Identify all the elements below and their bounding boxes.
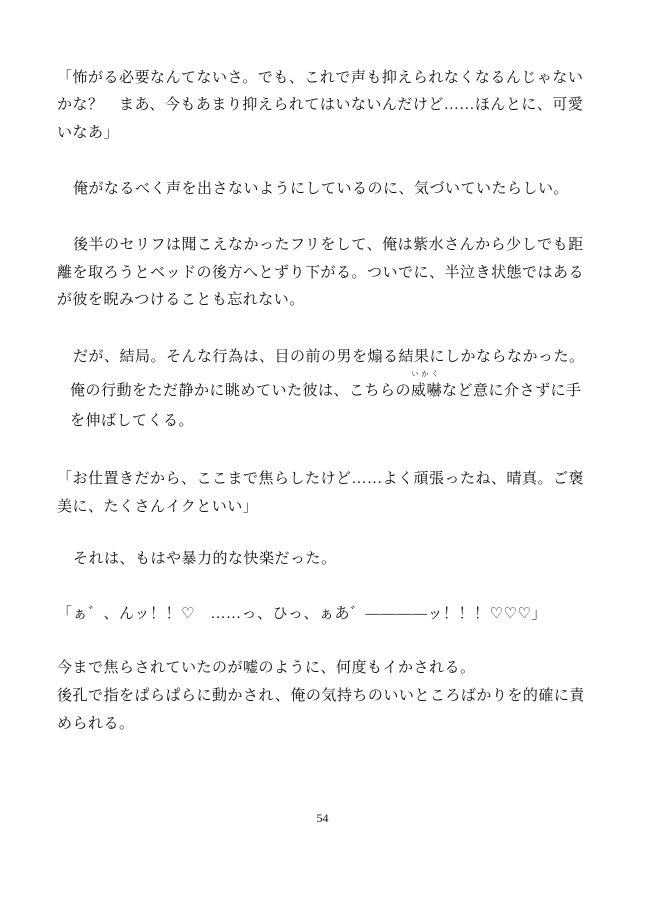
- ruby-base: 威嚇: [411, 383, 443, 399]
- text-line-2: かな？ まあ、今もあまり抑えられてはいないんだけど……ほんとに、可愛: [57, 97, 584, 113]
- text-line-1: 「怖がる必要なんてないさ。でも、これで声も抑えられなくなるんじゃない: [57, 70, 584, 86]
- text-line-17: められる。: [57, 716, 135, 732]
- text-line-10: を伸ばしてくる。: [70, 413, 195, 429]
- ruby-text: いかく: [411, 370, 442, 378]
- text-line-16: 後孔で指をぱらぱらに動かされ、俺の気持ちのいいところばかりを的確に責: [57, 688, 585, 704]
- text-line-8: だが、結局。そんな行為は、目の前の男を煽る結果にしかならなかった。: [73, 349, 585, 365]
- line-segment-before: 俺の行動をただ静かに眺めていた彼は、こちらの: [70, 383, 412, 399]
- text-line-3: いなあ」: [57, 125, 120, 141]
- line-segment-after: など意に介さずに手: [442, 383, 582, 399]
- text-line-5: 後半のセリフは聞こえなかったフリをして、俺は紫水さんから少しでも距: [73, 237, 584, 253]
- text-line-13: それは、もはや暴力的な快楽だった。: [73, 551, 337, 567]
- text-line-11: 「お仕置きだから、ここまで焦らしたけど……よく頑張ったね、晴真。ご褒: [57, 471, 585, 487]
- text-line-9: [70, 370, 582, 401]
- text-line-15: 今まで焦らされていたのが嘘のように、何度もイかされる。: [57, 660, 476, 676]
- text-line-4: 俺がなるべく声を出さないようにしているのに、気づいていたらしい。: [73, 181, 570, 197]
- ruby-group: [411, 370, 443, 401]
- text-line-6: 離を取ろうとベッドの後方へとずり下がる。ついでに、半泣き状態ではある: [57, 265, 585, 281]
- text-line-7: が彼を睨みつけることも忘れない。: [57, 292, 305, 308]
- text-line-12: 美に、たくさんイクといい」: [57, 499, 259, 515]
- page-number: 54: [316, 811, 329, 825]
- text-line-14: 「ぁ゛、んッ！！♡ ……っ、ひっ、ぁあ゛――――ッ！！！♡♡♡」: [57, 606, 547, 622]
